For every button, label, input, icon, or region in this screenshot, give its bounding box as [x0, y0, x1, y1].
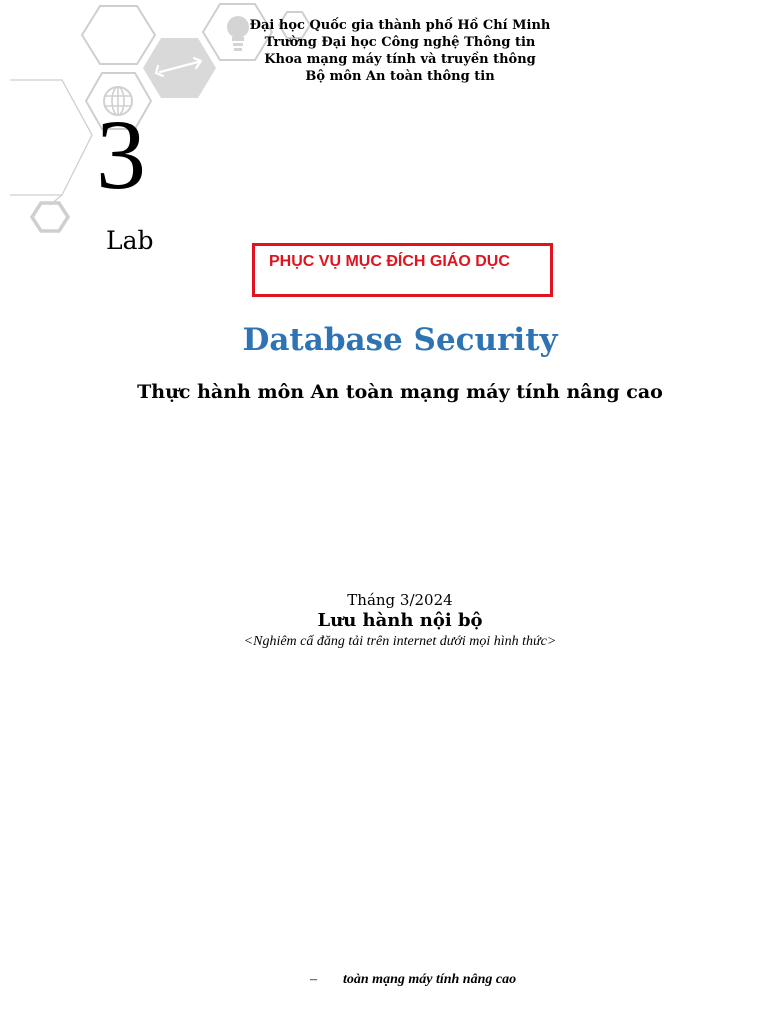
lab-number: 3: [96, 99, 146, 210]
header-school: Trường Đại học Công nghệ Thông tin: [264, 35, 536, 50]
hexagon-outline-icon: [82, 6, 155, 64]
education-purpose-box: [252, 243, 553, 297]
document-subtitle: Thực hành môn An toàn mạng máy tính nâng cao: [137, 381, 663, 403]
institution-header: [200, 17, 600, 85]
page-footer: [310, 972, 516, 988]
header-university: Đại học Quốc gia thành phố Hồ Chí Minh: [249, 18, 551, 33]
publication-date: Tháng 3/2024: [347, 591, 453, 609]
internal-circulation: Lưu hành nội bộ: [317, 610, 483, 631]
header-faculty: Khoa mạng máy tính và truyền thông: [264, 52, 536, 67]
footer-dash: –: [310, 972, 317, 987]
education-purpose-text: PHỤC VỤ MỤC ĐÍCH GIÁO DỤC: [269, 253, 510, 270]
lab-label: Lab: [106, 226, 154, 255]
restriction-notice: <Nghiêm cấ đăng tải trên internet dưới mọi hình thức>: [243, 634, 557, 649]
hexagon-outline-icon: [32, 203, 68, 231]
document-title: Database Security: [242, 322, 558, 358]
footer-text: toàn mạng máy tính nâng cao: [343, 972, 517, 987]
header-department: Bộ môn An toàn thông tin: [305, 69, 495, 84]
